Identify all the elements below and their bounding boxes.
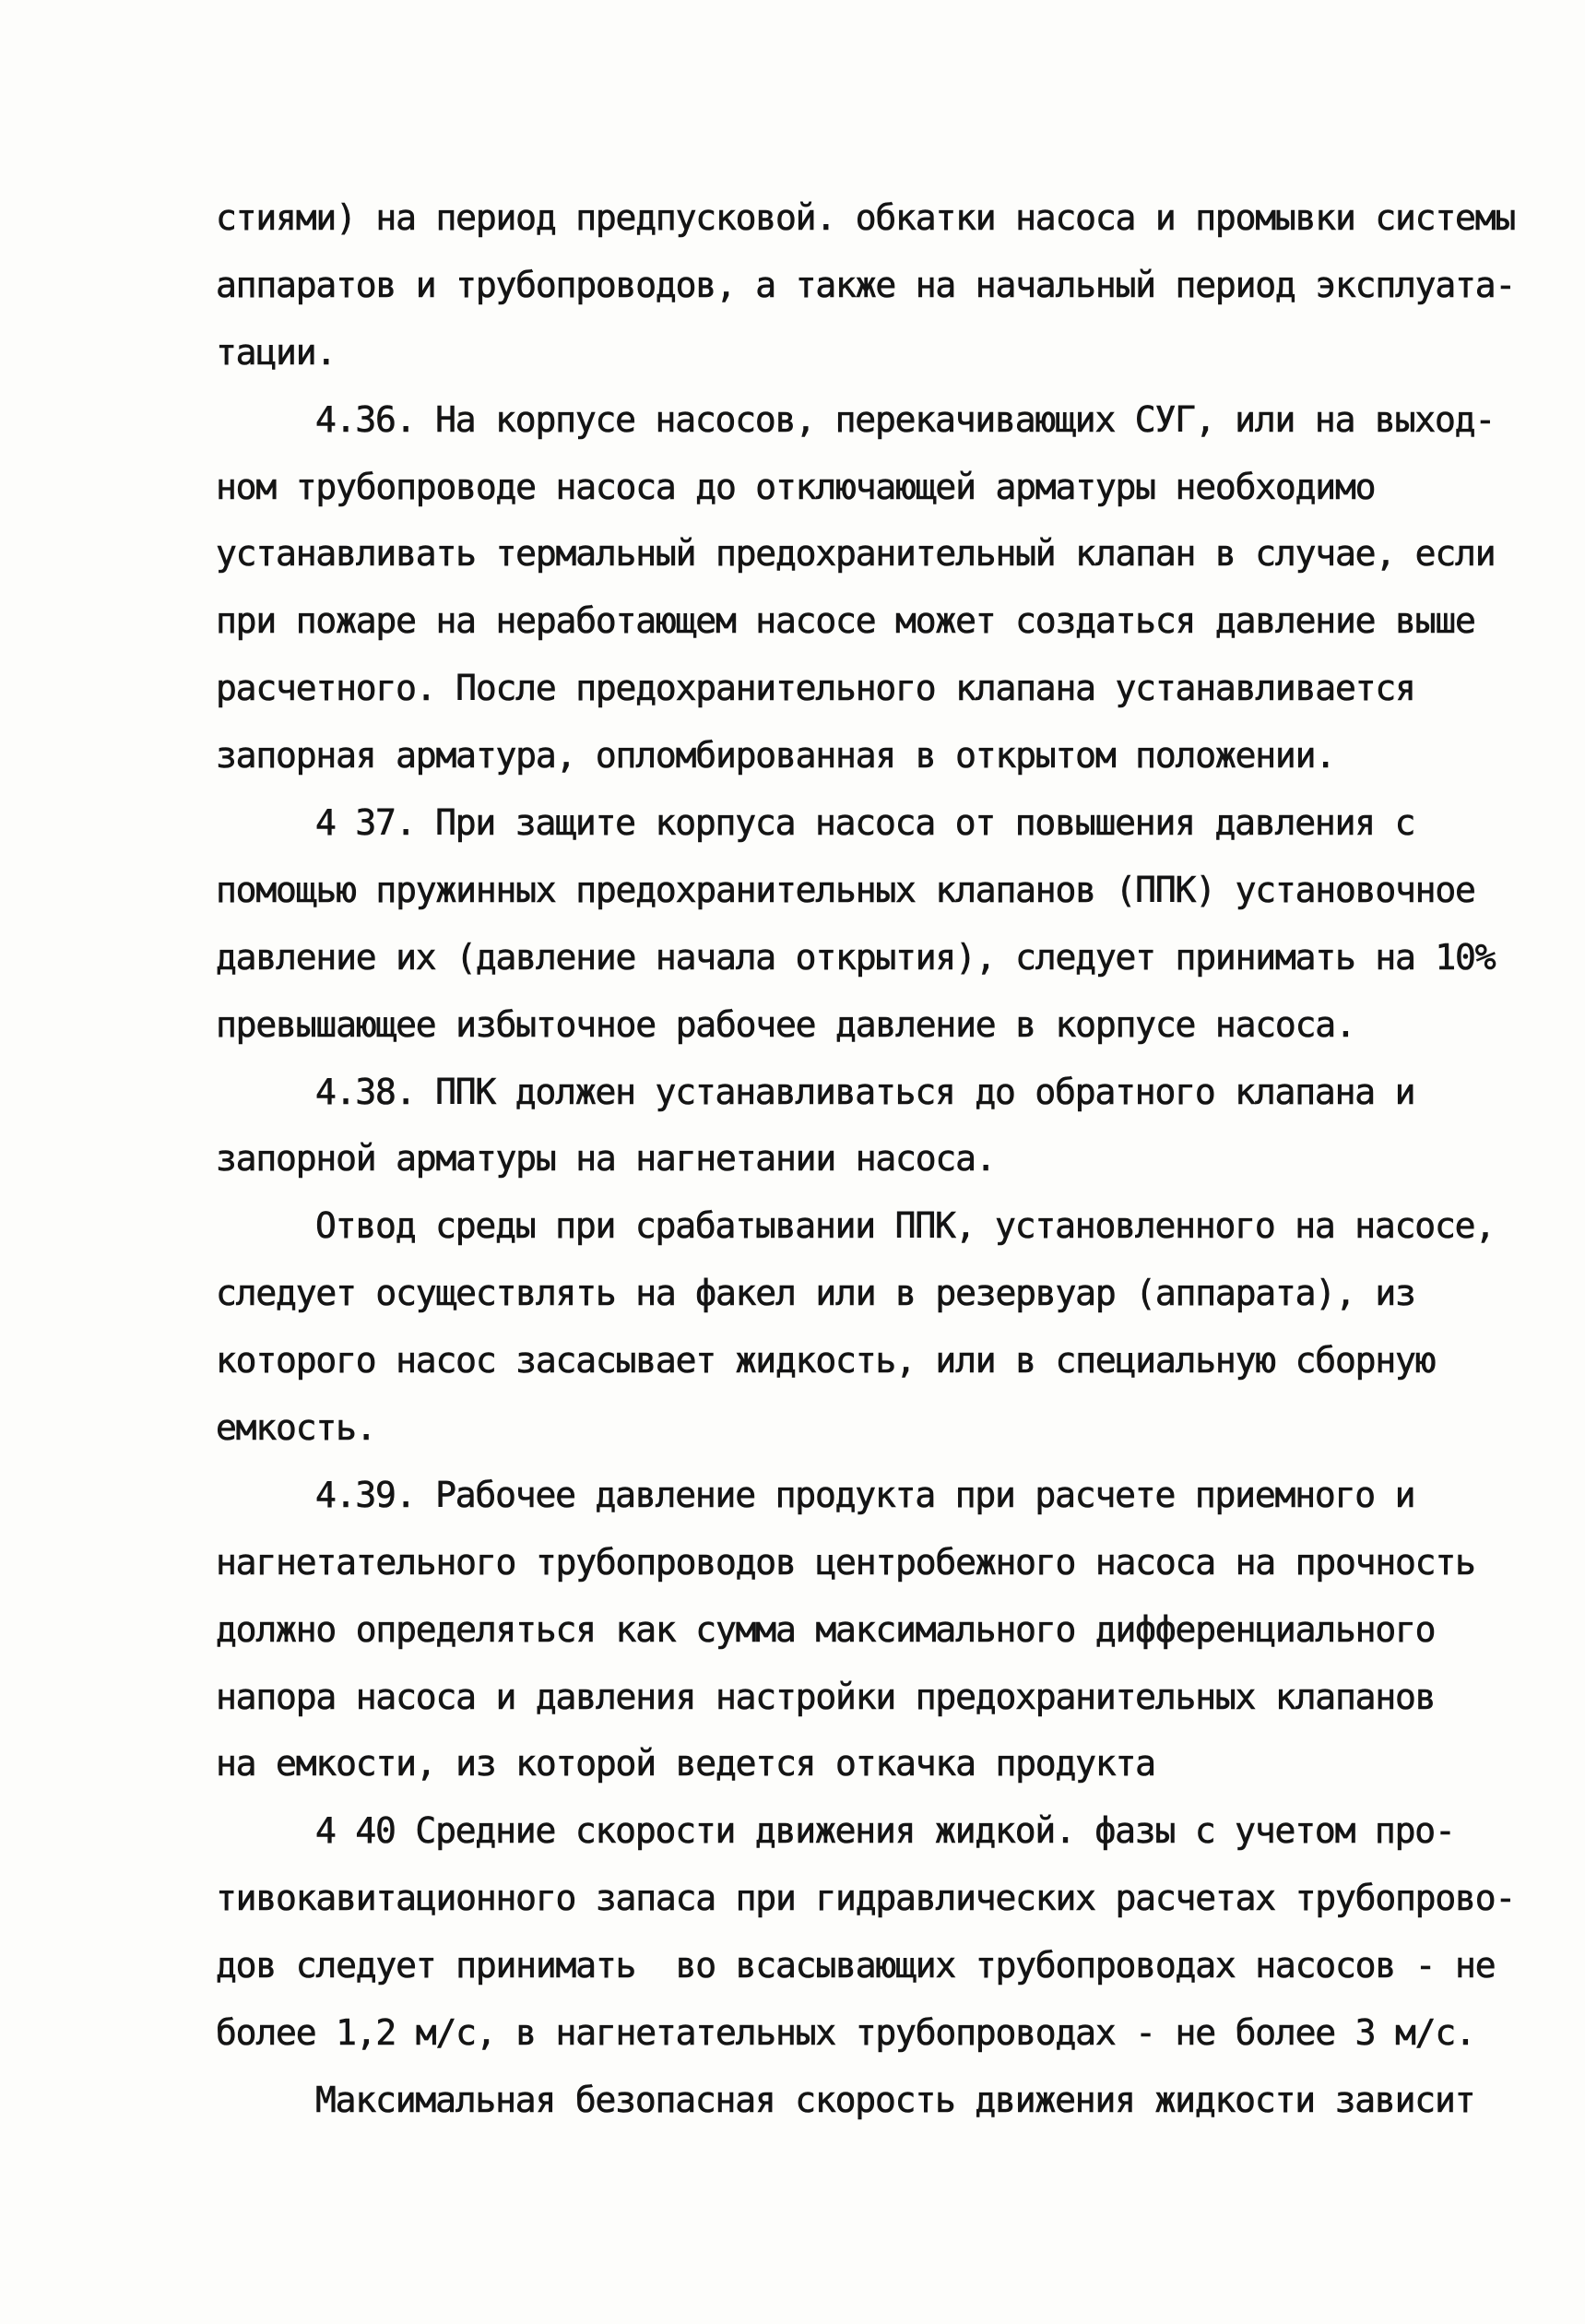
text-line: тации.: [216, 331, 337, 373]
text-line: напора насоса и давления настройки предохранительных клапанов: [216, 1676, 1436, 1717]
text-line: на емкости, из которой ведется откачка продукта: [216, 1743, 1155, 1784]
text-line: 4.39. Рабочее давление продукта при расчете приемного и: [315, 1474, 1415, 1515]
text-line: при пожаре на неработающем насосе может создаться давление выше: [216, 600, 1475, 642]
text-line: устанавливать термальный предохранительный клапан в случае, если: [216, 533, 1496, 575]
text-line: запорная арматура, опломбированная в открытом положении.: [216, 735, 1335, 777]
text-line: запорной арматуры на нагнетании насоса.: [216, 1138, 996, 1180]
text-line: превышающее избыточное рабочее давление в корпусе насоса.: [216, 1003, 1355, 1045]
text-line: следует осуществлять на факел или в резервуар (аппарата), из: [216, 1273, 1415, 1314]
text-line: которого насос засасывает жидкость, или в специальную сборную: [216, 1340, 1436, 1381]
text-line: 4 40 Средние скорости движения жидкой. фазы с учетом про-: [315, 1810, 1455, 1852]
text-line: Максимальная безопасная скорость движения жидкости зависит: [315, 2079, 1475, 2120]
text-line: нагнетательного трубопроводов центробежного насоса на прочность: [216, 1541, 1475, 1583]
text-line: стиями) на период предпусковой. обкатки насоса и промывки системы: [216, 197, 1516, 238]
text-line: аппаратов и трубопроводов, а также на начальный период эксплуата-: [216, 264, 1516, 305]
text-line: расчетного. После предохранительного клапана устанавливается: [216, 668, 1415, 709]
text-line: 4.36. На корпусе насосов, перекачивающих СУГ, или на выход-: [315, 398, 1495, 440]
text-line: более 1,2 м/с, в нагнетательных трубопроводах - не более 3 м/с.: [216, 2012, 1475, 2054]
text-line: ном трубопроводе насоса до отключающей арматуры необходимо: [216, 466, 1376, 507]
text-line: емкость.: [216, 1407, 376, 1449]
text-line: 4.38. ППК должен устанавливаться до обратного клапана и: [315, 1071, 1415, 1112]
text-line: тивокавитационного запаса при гидравлических расчетах трубопрово-: [216, 1878, 1516, 1919]
text-line: Отвод среды при срабатывании ППК, установленного на насосе,: [315, 1205, 1495, 1247]
text-line: дов следует принимать во всасывающих трубопроводах насосов - не: [216, 1945, 1496, 1986]
document-body-text: [216, 184, 1516, 2134]
text-line: должно определяться как сумма максимального дифференциального: [216, 1608, 1436, 1650]
text-line: 4 37. При защите корпуса насоса от повышения давления с: [315, 802, 1415, 844]
text-line: помощью пружинных предохранительных клапанов (ППК) установочное: [216, 869, 1475, 910]
text-line: давление их (давление начала открытия), следует принимать на 10%: [216, 936, 1496, 978]
